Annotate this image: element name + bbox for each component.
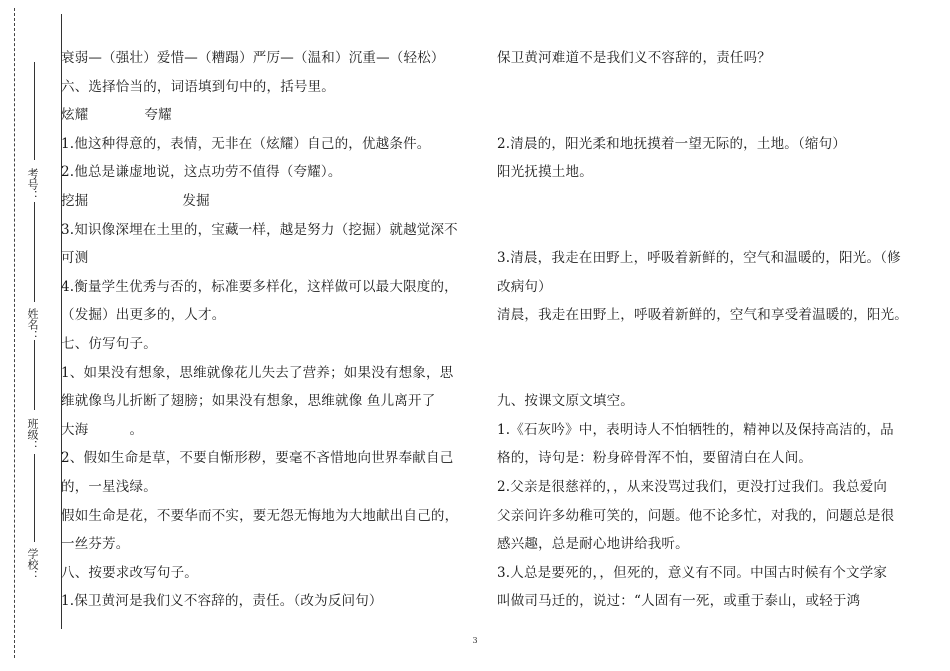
question-line: 2.清晨的，阳光柔和地抚摸着一望无际的，土地。（缩句） bbox=[497, 135, 847, 152]
school-label: 学校： bbox=[26, 548, 39, 581]
question-line: 4.衡量学生优秀与否的，标准要多样化，这样做可以最大限度的， bbox=[61, 278, 458, 295]
name-rule bbox=[34, 202, 35, 302]
answer-line: 格的，诗句是：粉身碎骨浑不怕，要留清白在人间。 bbox=[497, 450, 813, 467]
answer-line: 2.父亲是很慈祥的，，从来没骂过我们，更没打过我们。我总爱向 bbox=[497, 478, 888, 495]
section-seven-heading: 七、仿写句子。 bbox=[61, 335, 157, 352]
question-line: 假如生命是花，不要华而不实，要无怨无悔地为大地献出自己的， bbox=[61, 507, 459, 524]
name-label: 姓名： bbox=[26, 308, 39, 341]
section-six-heading: 六、选择恰当的，词语填到句中的，括号里。 bbox=[61, 78, 335, 95]
question-line: （发掘）出更多的，人才。 bbox=[61, 307, 226, 324]
answer-line: 感兴趣，总是耐心地讲给我听。 bbox=[497, 536, 689, 553]
right-column bbox=[497, 44, 937, 616]
antonym-answers: 衰弱—（强壮）爱惜—（糟蹋）严厉—（温和）沉重—（轻松） bbox=[61, 50, 445, 66]
answer-line: 保卫黄河难道不是我们义不容辞的，责任吗？ bbox=[497, 50, 771, 66]
answer-line: 1.《石灰吟》中，表明诗人不怕牺牲的，精神以及保持高洁的，品 bbox=[497, 421, 894, 438]
section-nine-heading: 九、按课文原文填空。 bbox=[497, 393, 634, 410]
question-line: 维就像鸟儿折断了翅膀；如果没有想象，思维就像 鱼儿离开了 bbox=[61, 393, 436, 410]
question-line: 1.保卫黄河是我们义不容辞的，责任。（改为反问句） bbox=[61, 593, 383, 610]
answer-line: 父亲问许多幼稚可笑的，问题。他不论多忙，对我的，问题总是很 bbox=[497, 507, 895, 524]
binding-dashed-line bbox=[14, 8, 15, 658]
answer-line: 清晨，我走在田野上，呼吸着新鲜的，空气和享受着温暖的，阳光。 bbox=[497, 307, 908, 324]
question-line: 可测 bbox=[61, 250, 89, 267]
word-choices-2: 挖掘 发掘 bbox=[61, 192, 210, 209]
question-line: 改病句） bbox=[497, 278, 552, 295]
word-choices-1: 炫耀 夸耀 bbox=[61, 107, 172, 124]
question-line: 2.他总是谦虚地说，这点功劳不值得（夸耀）。 bbox=[61, 164, 342, 181]
left-column bbox=[61, 44, 486, 616]
question-line: 2、假如生命是草，不要自惭形秽，要毫不吝惜地向世界奉献自己 bbox=[61, 450, 454, 467]
question-line: 的，一星浅绿。 bbox=[61, 478, 157, 495]
answer-line: 3.人总是要死的，，但死的，意义有不同。中国古时候有个文学家 bbox=[497, 564, 888, 581]
question-line: 1.他这种得意的，表情，无非在（炫耀）自己的，优越条件。 bbox=[61, 135, 431, 152]
class-rule bbox=[34, 340, 35, 410]
exam-no-label: 考号： bbox=[26, 168, 39, 201]
school-rule bbox=[34, 454, 35, 542]
question-line: 3.清晨，我走在田野上，呼吸着新鲜的，空气和温暖的，阳光。（修 bbox=[497, 250, 901, 267]
section-eight-heading: 八、按要求改写句子。 bbox=[61, 564, 198, 581]
question-line: 3.知识像深埋在土里的，宝藏一样，越是努力（挖掘）就越觉深不 bbox=[61, 221, 458, 238]
class-label: 班级： bbox=[26, 418, 39, 451]
question-line: 一丝芬芳。 bbox=[61, 536, 130, 553]
exam-no-rule bbox=[34, 62, 35, 160]
question-line: 大海 。 bbox=[61, 421, 144, 438]
page-number: 3 bbox=[472, 636, 478, 645]
answer-line: 阳光抚摸土地。 bbox=[497, 164, 593, 181]
question-line: 1、如果没有想象，思维就像花儿失去了营养；如果没有想象，思 bbox=[61, 364, 454, 381]
answer-line: 叫做司马迁的，说过：“人固有一死，或重于泰山，或轻于鸿 bbox=[497, 593, 861, 610]
